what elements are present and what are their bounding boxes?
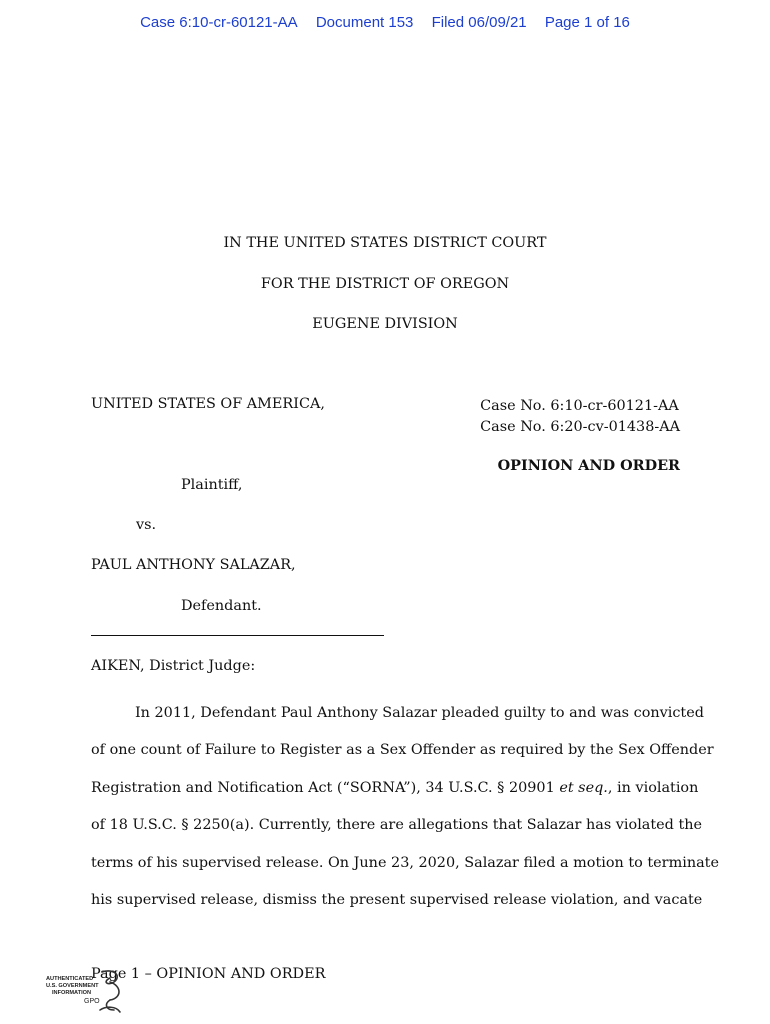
judge-line: AIKEN, District Judge:: [91, 658, 256, 674]
paragraph-line: of 18 U.S.C. § 2250(a). Currently, there are allegations that Salazar has violated the: [91, 817, 703, 834]
paragraph-line: of one count of Failure to Register as a Sex Offender as required by the Sex Offender: [91, 742, 714, 759]
paragraph-text: , in violation: [607, 779, 699, 796]
case-numbers: [480, 396, 680, 438]
gpo-authentication-seal: [44, 966, 128, 1016]
filing-header: [0, 14, 770, 31]
court-division: EUGENE DIVISION: [312, 316, 458, 332]
paragraph-line: [91, 770, 699, 807]
seal-text-line: AUTHENTICATED: [46, 976, 94, 982]
defendant-role: Defendant.: [181, 598, 262, 614]
document-title: OPINION AND ORDER: [497, 457, 680, 474]
filing-document-number: Document 153: [315, 14, 414, 31]
case-number-criminal: Case No. 6:10-cr-60121-AA: [480, 398, 679, 414]
eagle-icon: [100, 971, 120, 1012]
paragraph-line: In 2011, Defendant Paul Anthony Salazar pleaded guilty to and was convicted: [135, 705, 704, 721]
defendant-name: PAUL ANTHONY SALAZAR,: [91, 557, 296, 573]
paragraph-line: his supervised release, dismiss the present supervised release violation, and vacate: [91, 891, 703, 908]
plaintiff-name: UNITED STATES OF AMERICA,: [91, 396, 325, 412]
plaintiff-role: Plaintiff,: [181, 477, 243, 493]
case-number-civil: Case No. 6:20-cv-01438-AA: [480, 419, 680, 435]
opinion-paragraph: [91, 695, 719, 919]
filing-case-number: Case 6:10-cr-60121-AA: [140, 14, 298, 31]
italic-citation: et seq.: [559, 779, 608, 796]
seal-text-line: INFORMATION: [52, 990, 92, 996]
filing-page-count: Page 1 of 16: [544, 14, 630, 31]
page-footer: Page 1 – OPINION AND ORDER: [91, 966, 326, 982]
court-district: FOR THE DISTRICT OF OREGON: [260, 276, 510, 292]
filing-date: Filed 06/09/21: [431, 14, 527, 31]
paragraph-line: terms of his supervised release. On June 23, 2020, Salazar filed a motion to terminate: [91, 854, 719, 871]
seal-text-line: U.S. GOVERNMENT: [46, 983, 99, 989]
paragraph-text: Registration and Notification Act (“SORNA”), 34 U.S.C. § 20901: [91, 779, 560, 796]
caption-divider: [91, 635, 384, 636]
seal-text-gpo: GPO: [84, 998, 100, 1005]
court-name: IN THE UNITED STATES DISTRICT COURT: [223, 235, 547, 251]
versus-label: vs.: [136, 517, 157, 533]
